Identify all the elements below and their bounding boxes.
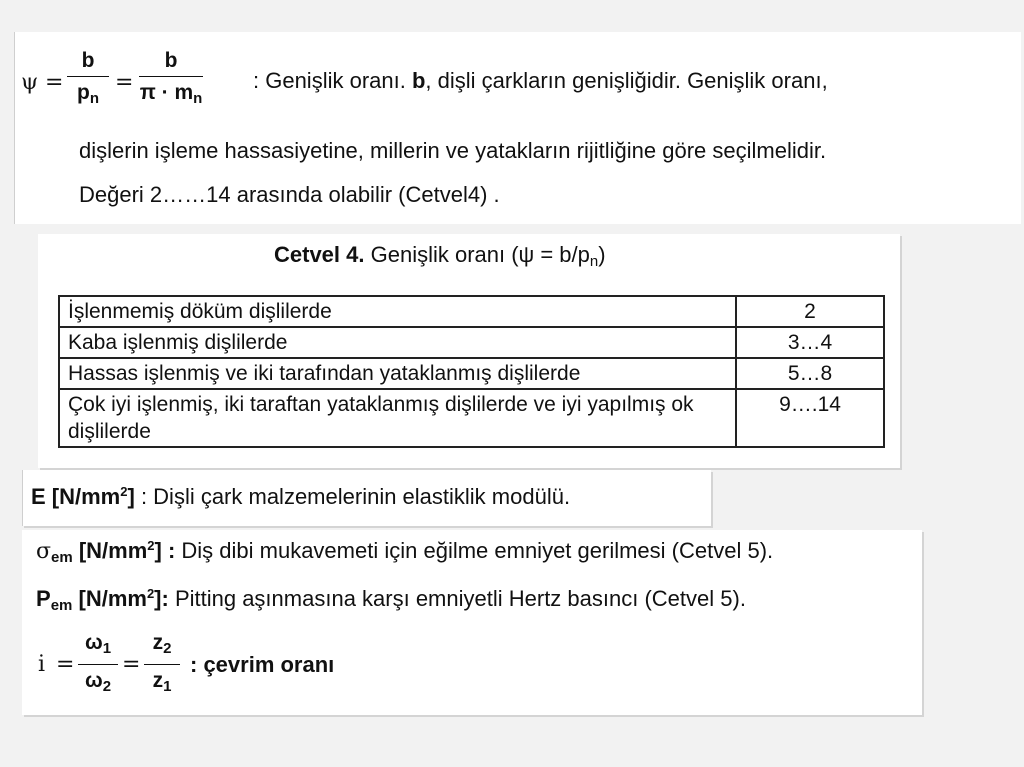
table-row — [59, 327, 884, 358]
elastic-modulus-definition — [31, 484, 570, 510]
fraction-bar — [78, 664, 118, 665]
fraction-bar — [144, 664, 180, 665]
symbol-sigma-em: $\sigma_{em}$ $[N/mm^2]$ : — [36, 538, 176, 566]
equals-sign: = — [122, 652, 141, 677]
intro-panel — [14, 32, 1021, 224]
row-label: Hassas işlenmiş ve iki tarafından yataklanmış dişlilerde — [59, 358, 736, 389]
equals-sign: = — [45, 70, 64, 95]
fraction-b-over-pn — [67, 48, 109, 112]
psi-symbol: ψ — [21, 70, 39, 95]
fraction-z2-over-z1 — [144, 630, 180, 700]
numerator: b — [81, 49, 95, 72]
bending-stress-definition — [36, 538, 773, 566]
elastic-modulus-panel — [22, 470, 711, 526]
numerator: b — [164, 49, 178, 72]
table-title: Cetvel 4. Genişlik oranı $(\psi = b/p_n)$ — [274, 242, 606, 270]
denominator: $p_n$ — [77, 81, 99, 107]
symbol-E: E $[N/mm^2]$ — [31, 484, 135, 509]
row-label: Çok iyi işlenmiş, iki taraftan yataklanmış dişlilerde ve iyi yapılmış ok dişlilerde — [59, 389, 736, 447]
definition-text: Pitting aşınmasına karşı emniyetli Hertz basıncı (Cetvel 5). — [168, 586, 746, 611]
transmission-ratio-label: : çevrim oranı — [190, 652, 335, 677]
row-value: 3…4 — [736, 327, 884, 358]
numerator: $\omega_1$ — [84, 631, 112, 657]
denominator: $\pi \cdot m_n$ — [139, 81, 203, 107]
fraction-omega1-over-omega2 — [78, 630, 118, 700]
table-row — [59, 389, 884, 447]
denominator: $z_1$ — [152, 669, 172, 695]
intro-line-1: : Genişlik oranı. b, dişli çarkların genişliğidir. Genişlik oranı, — [253, 68, 828, 93]
definition-text: Diş dibi mukavemeti için eğilme emniyet gerilmesi (Cetvel 5). — [175, 538, 774, 563]
symbol-i: i — [38, 652, 46, 677]
cetvel-4-panel — [38, 234, 900, 468]
row-value: 9….14 — [736, 389, 884, 447]
table-row — [59, 358, 884, 389]
row-value: 5…8 — [736, 358, 884, 389]
intro-line-2: dişlerin işleme hassasiyetine, millerin ve yatakların rijitliğine göre seçilmelidir. — [79, 138, 827, 163]
definitions-panel — [22, 530, 922, 715]
equals-sign: = — [115, 70, 134, 95]
width-ratio-table — [58, 295, 885, 448]
symbol-P-em: $P_{em}$ $[N/mm^2]$: — [36, 586, 169, 614]
fraction-bar — [139, 76, 203, 77]
denominator: $\omega_2$ — [84, 669, 112, 695]
numerator: $z_2$ — [152, 631, 172, 657]
fraction-bar — [67, 76, 109, 77]
hertz-pressure-definition — [36, 586, 746, 614]
row-value: 2 — [736, 296, 884, 327]
fraction-b-over-pi-mn — [139, 48, 203, 112]
intro-line-3: Değeri 2……14 arasında olabilir (Cetvel4) . — [79, 182, 500, 207]
row-label: Kaba işlenmiş dişlilerde — [59, 327, 736, 358]
row-label: İşlenmemiş döküm dişlilerde — [59, 296, 736, 327]
table-row — [59, 296, 884, 327]
equals-sign: = — [56, 652, 75, 677]
definition-text: : Dişli çark malzemelerinin elastiklik modülü. — [140, 484, 571, 509]
